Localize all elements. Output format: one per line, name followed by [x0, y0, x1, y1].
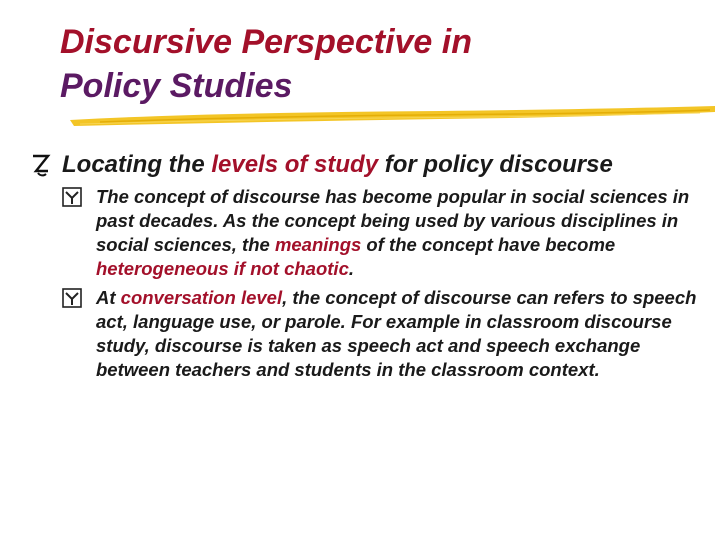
y-checkbox-bullet-icon	[62, 187, 82, 207]
main-bullet-point	[30, 150, 710, 180]
z-glyph-bullet-icon	[30, 152, 52, 178]
slide-body	[30, 150, 710, 382]
sub-point-1-text-1: The concept of discourse has become popular in social sciences in past decades. As the concept being used by various disciplines in social sciences, the	[96, 186, 690, 255]
sub-point-2-text-2: , the concept of discourse can refers to speech act, language use, or parole. For example in classroom discourse study, discourse is taken as speech act and speech exchange between teachers and students in the classroom context.	[96, 287, 697, 380]
slide-title	[60, 20, 680, 108]
sub-point-1-highlight-2: heterogeneous if not chaotic	[96, 258, 349, 279]
yellow-brush-underline	[60, 100, 720, 130]
sub-point-1-highlight-1: meanings	[274, 234, 362, 255]
main-point-text-1: Locating the	[62, 151, 212, 178]
title-line-2: Policy Studies	[60, 67, 293, 105]
sub-bullet-point	[62, 185, 710, 281]
main-point-text-2: for policy discourse	[378, 151, 613, 178]
sub-bullet-point	[62, 286, 710, 382]
main-point-highlight: levels of study	[211, 151, 379, 178]
sub-point-2-highlight-1: conversation level	[120, 287, 283, 308]
title-line-1: Discursive Perspective in	[60, 23, 473, 61]
sub-point-2-text-1: At	[96, 287, 121, 308]
sub-point-1-text-2: of the concept have become	[361, 234, 616, 255]
y-checkbox-bullet-icon	[62, 288, 82, 308]
sub-point-1-text-3: .	[348, 258, 354, 279]
